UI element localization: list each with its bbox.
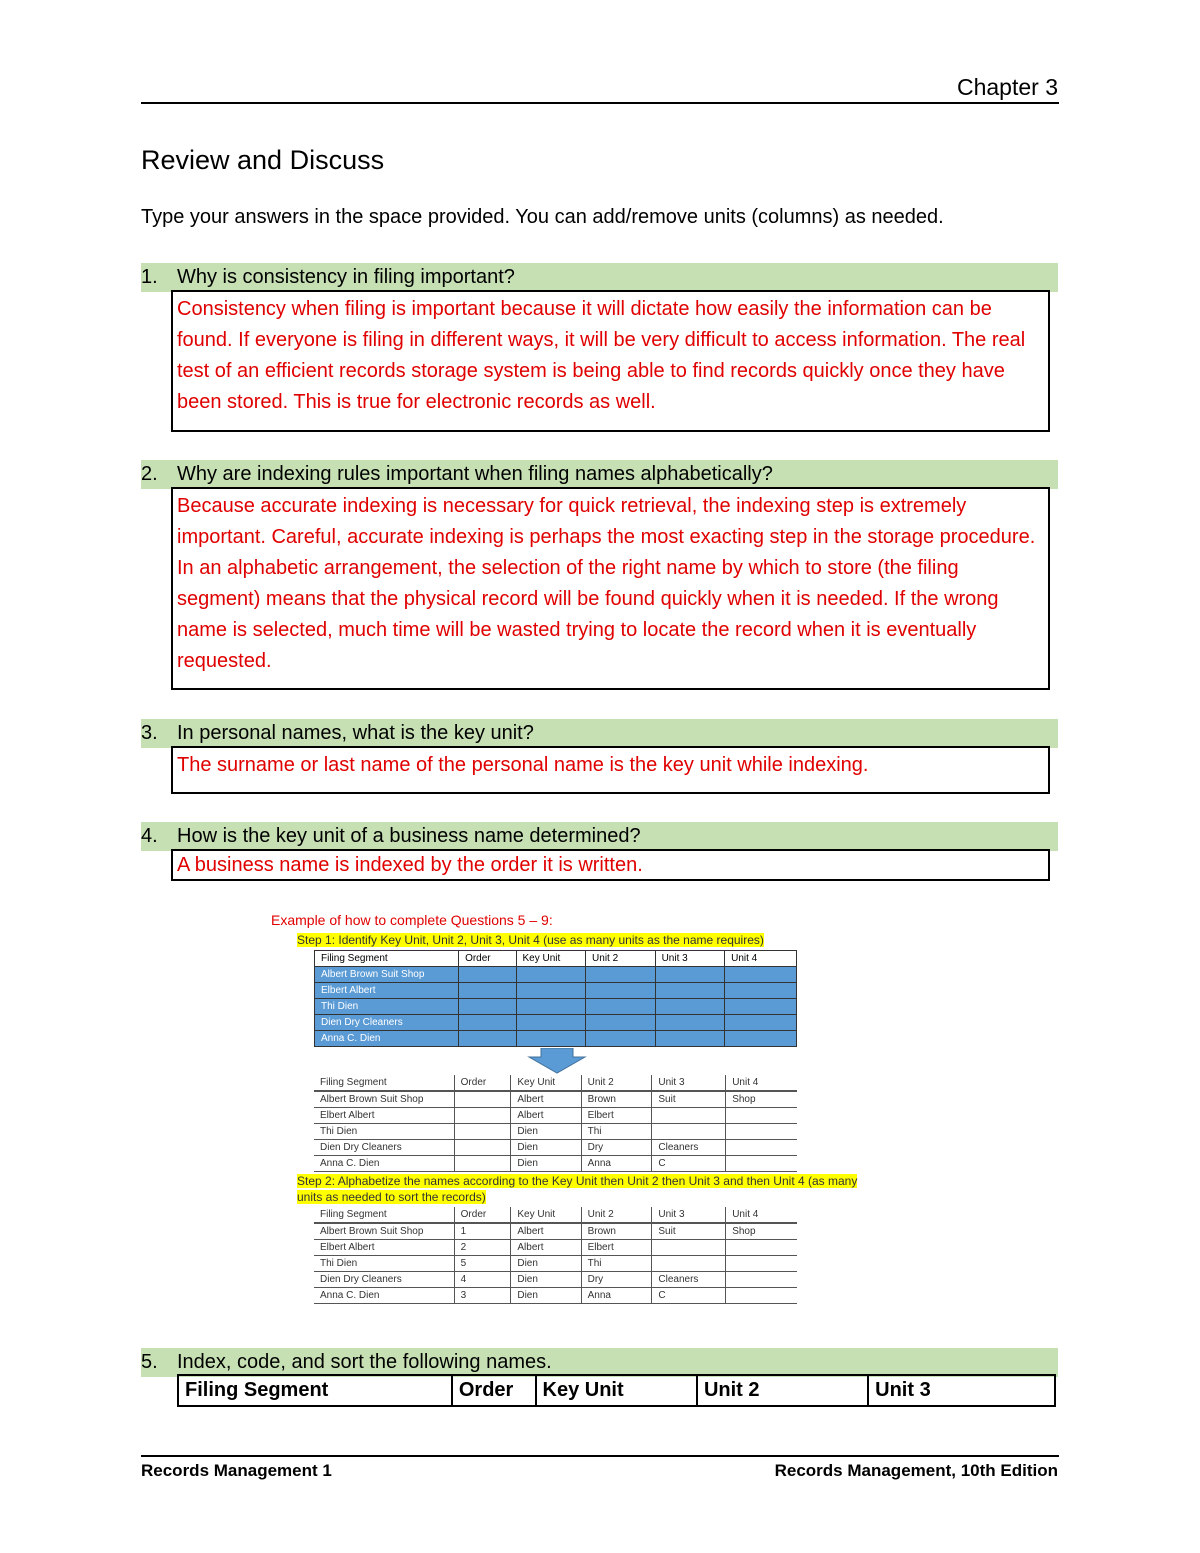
column-header: Filing Segment: [314, 1075, 454, 1091]
table-cell: [726, 1240, 797, 1256]
table-cell: [725, 999, 797, 1015]
table-cell: C: [652, 1156, 726, 1172]
table-cell: [459, 999, 516, 1015]
table-cell: Shop: [726, 1223, 797, 1240]
table-row: [314, 1256, 797, 1272]
table-row: [314, 1091, 797, 1108]
column-header: Unit 2: [586, 951, 656, 967]
table-row: [315, 983, 797, 999]
question-text: Why are indexing rules important when filing names alphabetically?: [177, 463, 773, 485]
table-cell: [726, 1156, 797, 1172]
table-cell: Dien Dry Cleaners: [315, 1015, 459, 1031]
table-cell: [459, 967, 516, 983]
table-cell: Dien Dry Cleaners: [314, 1272, 454, 1288]
table-cell: Suit: [652, 1223, 726, 1240]
column-header: Unit 4: [725, 951, 797, 967]
table-row: [314, 1240, 797, 1256]
table-cell: Dien: [511, 1256, 581, 1272]
table-cell: [726, 1288, 797, 1304]
table-row: [315, 1031, 797, 1047]
table-cell: Elbert: [581, 1108, 652, 1124]
question-2-bar: [141, 460, 1058, 489]
table-cell: Dien Dry Cleaners: [314, 1140, 454, 1156]
table-cell: Shop: [726, 1091, 797, 1108]
table-cell: Albert Brown Suit Shop: [315, 967, 459, 983]
question-3-bar: [141, 719, 1058, 748]
table-cell: Albert Brown Suit Shop: [314, 1223, 454, 1240]
header-rule: [141, 102, 1059, 104]
table-cell: Thi: [581, 1256, 652, 1272]
table-cell: [652, 1108, 726, 1124]
footer-rule: [141, 1455, 1059, 1457]
table-cell: Elbert: [581, 1240, 652, 1256]
step-2-highlight-line2: units as needed to sort the records): [297, 1190, 486, 1204]
table-cell: [655, 983, 725, 999]
table-cell: [725, 983, 797, 999]
table-row: [315, 1015, 797, 1031]
table-cell: Albert: [511, 1108, 581, 1124]
table-row: [315, 999, 797, 1015]
table-row: [314, 1272, 797, 1288]
instructions: Type your answers in the space provided. You can add/remove units (columns) as needed.: [141, 206, 944, 228]
table-cell: [726, 1256, 797, 1272]
table-cell: [516, 967, 586, 983]
table-cell: Cleaners: [652, 1140, 726, 1156]
table-cell: [725, 967, 797, 983]
column-header: Filing Segment: [178, 1375, 452, 1406]
answer-3-box[interactable]: The surname or last name of the personal name is the key unit while indexing.: [171, 746, 1050, 794]
table-cell: Elbert Albert: [315, 983, 459, 999]
step-2-highlight-line1: Step 2: Alphabetize the names according to the Key Unit then Unit 2 then Unit 3 and then Unit 4 (as many: [297, 1174, 858, 1188]
question-number: 2.: [141, 463, 158, 485]
example-caption: Example of how to complete Questions 5 – 9:: [271, 912, 553, 928]
question-text: In personal names, what is the key unit?: [177, 722, 534, 744]
table-cell: Dry: [581, 1272, 652, 1288]
table-row: [314, 1140, 797, 1156]
column-header: Filing Segment: [315, 951, 459, 967]
footer-course: Records Management 1: [141, 1461, 332, 1480]
table-cell: [454, 1140, 511, 1156]
table-cell: [586, 1031, 656, 1047]
answer-2-box[interactable]: Because accurate indexing is necessary for quick retrieval, the indexing step is extremely important. Careful, accurate indexing is perhaps the most exacting step in the storage procedure. In an alphabetic arrangement, the selection of the right name by which to store (the filing segment) means that the physical record will be found quickly when it is needed. If the wrong name is selected, much time will be wasted trying to locate the record when it is eventually requested.: [171, 487, 1050, 690]
table-row: [315, 967, 797, 983]
example-table-sorted: [314, 1207, 797, 1304]
question-1-bar: [141, 263, 1058, 292]
table-cell: [725, 1031, 797, 1047]
page-title: Review and Discuss: [141, 145, 385, 175]
table-cell: Albert: [511, 1091, 581, 1108]
column-header: Key Unit: [536, 1375, 697, 1406]
table-cell: Elbert Albert: [314, 1108, 454, 1124]
question-text: How is the key unit of a business name determined?: [177, 825, 641, 847]
table-cell: [655, 999, 725, 1015]
column-header: Unit 4: [726, 1075, 797, 1091]
table-cell: Thi: [581, 1124, 652, 1140]
answer-4-box[interactable]: A business name is indexed by the order it is written.: [171, 849, 1050, 881]
table-cell: Brown: [581, 1223, 652, 1240]
question-text: Why is consistency in filing important?: [177, 266, 515, 288]
column-header: Order: [454, 1075, 511, 1091]
question-5-bar: [141, 1348, 1058, 1377]
question-number: 4.: [141, 825, 158, 847]
table-cell: [454, 1156, 511, 1172]
table-cell: [726, 1108, 797, 1124]
table-cell: [655, 1031, 725, 1047]
column-header: Unit 3: [655, 951, 725, 967]
table-cell: [454, 1124, 511, 1140]
table-row: [314, 1288, 797, 1304]
table-cell: [516, 999, 586, 1015]
column-header: Unit 3: [652, 1207, 726, 1223]
table-cell: [652, 1240, 726, 1256]
table-cell: [586, 967, 656, 983]
table-cell: Thi Dien: [314, 1124, 454, 1140]
table-cell: Anna C. Dien: [315, 1031, 459, 1047]
table-cell: [725, 1015, 797, 1031]
table-cell: [516, 983, 586, 999]
table-row: [314, 1156, 797, 1172]
table-cell: Suit: [652, 1091, 726, 1108]
table-row: [314, 1124, 797, 1140]
table-cell: 4: [454, 1272, 511, 1288]
table-cell: [516, 1015, 586, 1031]
column-header: Key Unit: [511, 1075, 581, 1091]
table-cell: Anna: [581, 1156, 652, 1172]
column-header: Unit 4: [726, 1207, 797, 1223]
column-header: Key Unit: [511, 1207, 581, 1223]
table-cell: Dien: [511, 1272, 581, 1288]
table-cell: C: [652, 1288, 726, 1304]
table-cell: [726, 1140, 797, 1156]
column-header: Unit 3: [868, 1375, 1055, 1406]
column-header: Unit 3: [652, 1075, 726, 1091]
column-header: Unit 2: [581, 1207, 652, 1223]
table-cell: [652, 1256, 726, 1272]
table-row: [314, 1223, 797, 1240]
table-cell: 3: [454, 1288, 511, 1304]
table-cell: Dien: [511, 1140, 581, 1156]
question-number: 3.: [141, 722, 158, 744]
table-cell: Dien: [511, 1124, 581, 1140]
example-table-indexed: [314, 1075, 797, 1172]
column-header: Key Unit: [516, 951, 586, 967]
question-number: 5.: [141, 1351, 158, 1373]
table-cell: Albert: [511, 1240, 581, 1256]
table-cell: [726, 1272, 797, 1288]
table-cell: Thi Dien: [315, 999, 459, 1015]
answer-1-box[interactable]: Consistency when filing is important because it will dictate how easily the information can be found. If everyone is filing in different ways, it will be very difficult to access information. The real test of an efficient records storage system is being able to find records quickly once they have been stored. This is true for electronic records as well.: [171, 290, 1050, 432]
table-cell: Thi Dien: [314, 1256, 454, 1272]
table-cell: Anna C. Dien: [314, 1288, 454, 1304]
table-cell: 1: [454, 1223, 511, 1240]
table-cell: [454, 1091, 511, 1108]
table-cell: [454, 1108, 511, 1124]
table-row: [314, 1108, 797, 1124]
table-cell: 5: [454, 1256, 511, 1272]
table-cell: Anna: [581, 1288, 652, 1304]
question-number: 1.: [141, 266, 158, 288]
table-cell: Cleaners: [652, 1272, 726, 1288]
column-header: Order: [454, 1207, 511, 1223]
table-cell: 2: [454, 1240, 511, 1256]
table-cell: [655, 1015, 725, 1031]
table-cell: [726, 1124, 797, 1140]
table-cell: [586, 1015, 656, 1031]
down-arrow-icon: [527, 1048, 587, 1074]
table-cell: Dien: [511, 1288, 581, 1304]
table-cell: [586, 999, 656, 1015]
column-header: Unit 2: [697, 1375, 868, 1406]
column-header: Unit 2: [581, 1075, 652, 1091]
table-cell: [459, 1015, 516, 1031]
table-cell: Anna C. Dien: [314, 1156, 454, 1172]
example-table-unindexed: [314, 950, 797, 1047]
chapter-label: Chapter 3: [956, 74, 1058, 100]
question-text: Index, code, and sort the following names.: [177, 1351, 552, 1373]
table-cell: [586, 983, 656, 999]
column-header: Order: [459, 951, 516, 967]
table-cell: [516, 1031, 586, 1047]
table-cell: Albert: [511, 1223, 581, 1240]
table-cell: Albert Brown Suit Shop: [314, 1091, 454, 1108]
table-cell: Dien: [511, 1156, 581, 1172]
footer-edition: Records Management, 10th Edition: [774, 1461, 1058, 1480]
table-cell: Brown: [581, 1091, 652, 1108]
step-1-highlight: Step 1: Identify Key Unit, Unit 2, Unit 3, Unit 4 (use as many units as the name requires): [297, 933, 764, 947]
column-header: Filing Segment: [314, 1207, 454, 1223]
table-cell: [459, 1031, 516, 1047]
table-cell: [459, 983, 516, 999]
question-5-table[interactable]: [177, 1374, 1056, 1407]
table-cell: Dry: [581, 1140, 652, 1156]
column-header: Order: [452, 1375, 536, 1406]
table-cell: [652, 1124, 726, 1140]
table-cell: [655, 967, 725, 983]
table-cell: Elbert Albert: [314, 1240, 454, 1256]
question-4-bar: [141, 822, 1058, 851]
